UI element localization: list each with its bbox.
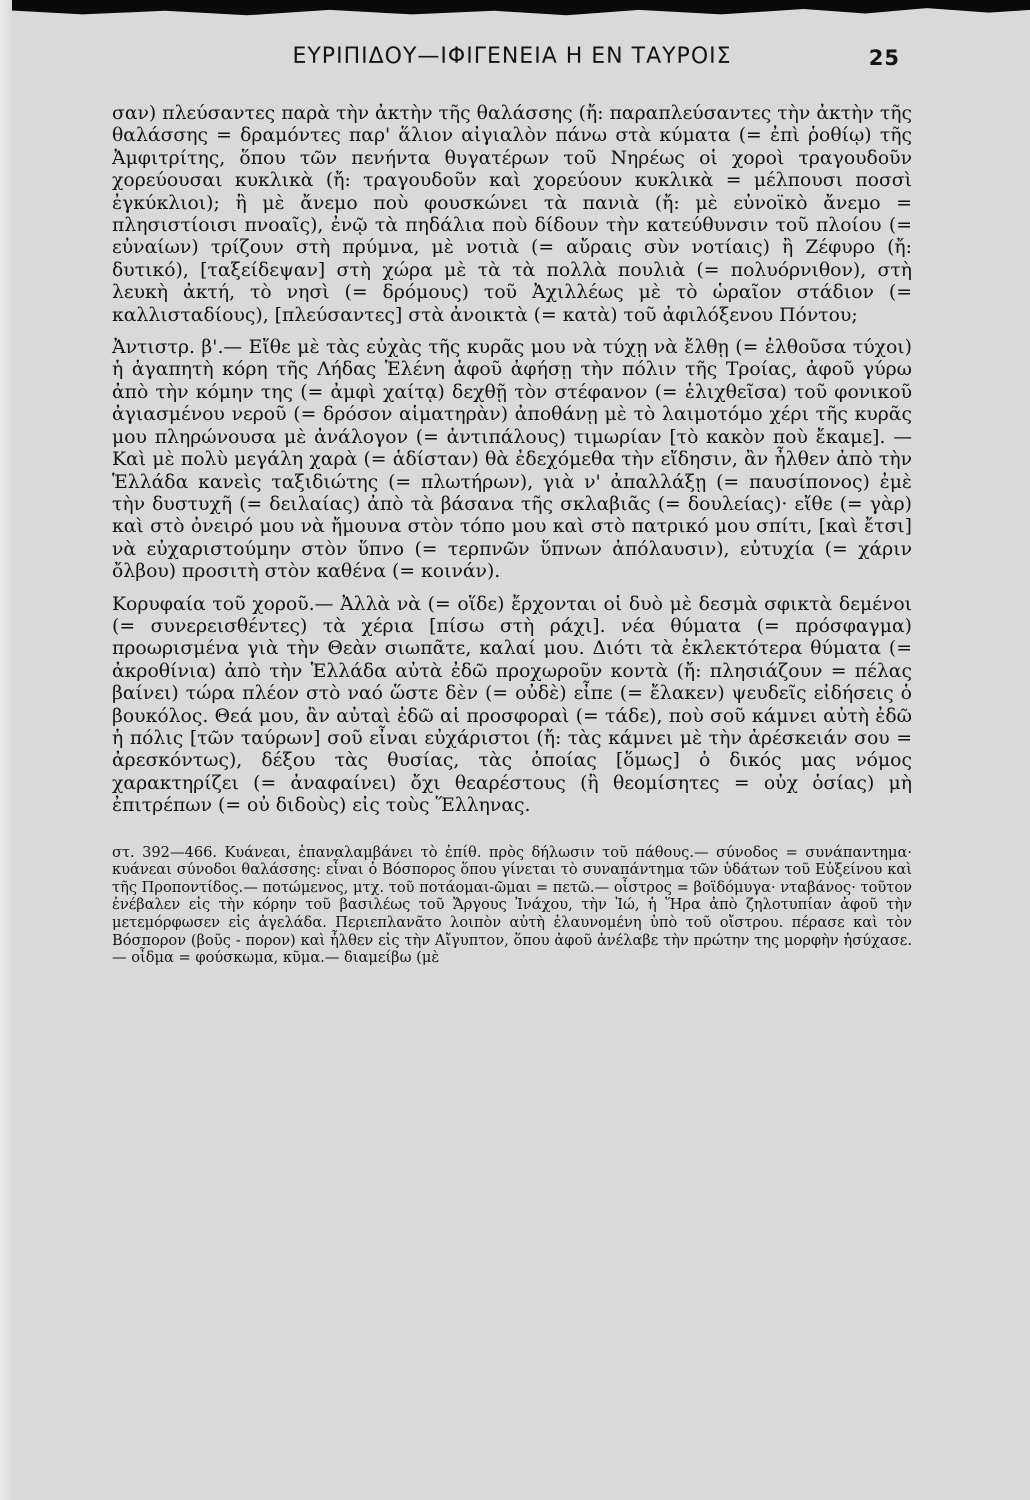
paragraph-gap (112, 584, 912, 594)
torn-top-edge (0, 0, 1030, 18)
book-page (112, 30, 912, 1470)
running-title: ΕΥΡΙΠΙΔΟΥ—ΙΦΙΓΕΝΕΙΑ Η ΕΝ ΤΑΥΡΟΙΣ (292, 44, 732, 69)
paragraph-2: Ἀντιστρ. β'.— Εἴθε μὲ τὰς εὐχὰς τῆς κυρᾶς μου νὰ τύχῃ νὰ ἔλθῃ (= ἐλθοῦσα τύχοι) ἡ ἀγαπητὴ κόρη τῆς Λήδας Ἑλένη ἀφοῦ ἀφήσῃ τὴν πόλιν τῆς Τροίας, ἀφοῦ γύρω ἀπὸ τὴν κόμην της (= ἀμφὶ χαίτᾳ) δεχθῇ τὸν στέφανον (= ἑλιχθεῖσα) τοῦ φονικοῦ ἀγιασμένου νεροῦ (= δρόσον αἱματηρὰν) ἀποθάνῃ μὲ τὸ λαιμοτόμο χέρι τῆς κυρᾶς μου πληρώνουσα μὲ ἀνάλογον (= ἀντιπάλους) τιμωρίαν [τὸ κακὸν ποὺ ἔκαμε]. — Καὶ μὲ πολὺ μεγάλη χαρὰ (= ἁδίσταν) θὰ ἐδεχόμεθα τὴν εἴδησιν, ἂν ἦλθεν ἀπὸ τὴν Ἑλλάδα κανεὶς ταξιδιώτης (= πλωτήρων), γιὰ ν' ἀπαλλάξῃ (= παυσίπονος) ἐμὲ τὴν δυστυχῆ (= δειλαίας) ἀπὸ τὰ βάσανα τῆς σκλαβιᾶς (= δουλείας)· εἴθε (= γὰρ) καὶ στὸ ὀνειρό μου νὰ ἤμουνα στὸν τόπο μου καὶ στὸ πατρικό μου σπίτι, [καὶ ἔτσι] νὰ εὐχαριστούμην στὸν ὕπνο (= τερπνῶν ὕπνων ἀπόλαυσιν), εὐτυχία (= χάριν ὄλβου) προσιτὴ στὸν καθένα (= κοινάν). (112, 337, 912, 583)
paragraph-gap (112, 327, 912, 337)
footnotes (112, 844, 912, 967)
footnote-text: στ. 392—466. Κυάνεαι, ἐπαναλαμβάνει τὸ ἐπίθ. πρὸς δήλωσιν τοῦ πάθους.— σύνοδος = συνάπαντημα· κυάνεαι σύνοδοι θαλάσσης: εἶναι ὁ Βόσπορος ὅπου γίνεται τὸ συναπάντημα τῶν ὑδάτων τοῦ Εὐξείνου καὶ τῆς Προποντίδος.— ποτώμενος, μτχ. τοῦ ποτάομαι-ῶμαι = πετῶ.— οἶστρος = βοϊδόμυγα· νταβάνος· τοῦτον ἐνέβαλεν εἰς τὴν κόρην τοῦ βασιλέως τοῦ Ἄργους Ἰνάχου, τὴν Ἰώ, ἡ Ἥρα ἀπὸ ζηλοτυπίαν ἀφοῦ τὴν μετεμόρφωσεν εἰς ἀγελάδα. Περιεπλανᾶτο λοιπὸν αὐτὴ ἐλαυνομένη ὑπὸ τοῦ οἴστρου. πέρασε καὶ τὸν Βόσπορον (βοῦς - πορον) καὶ ἦλθεν εἰς τὴν Αἴγυπτον, ὅπου ἀφοῦ ἀνέλαβε τὴν πρώτην της μορφὴν ἡσύχασε.— οἶδμα = φούσκωμα, κῦμα.— διαμείβω (μὲ (112, 843, 912, 967)
left-page-edge (0, 0, 12, 1500)
running-header (112, 30, 912, 94)
main-text (112, 103, 912, 818)
page-number: 25 (868, 46, 900, 70)
paragraph-1: σαν) πλεύσαντες παρὰ τὴν ἀκτὴν τῆς θαλάσσης (ἤ: παραπλεύσαντες τὴν ἀκτὴν τῆς θαλάσσης = δραμόντες παρ' ἅλιον αἰγιαλὸν πάνω στὰ κύματα (= ἐπὶ ῥοθίῳ) τῆς Ἀμφιτρίτης, ὅπου τῶν πενήντα θυγατέρων τοῦ Νηρέως οἱ χοροὶ τραγουδοῦν χορεύουσαι κυκλικὰ (ἤ: τραγουδοῦν καὶ χορεύουν κυκλικὰ = μέλπουσι ποσσὶ ἐγκύκλιοι); ἢ μὲ ἄνεμο ποὺ φουσκώνει τὰ πανιὰ (ἤ: μὲ εὐνοϊκὸ ἄνεμο = πλησιστίοισι πνοαῖς), ἐνῷ τὰ πηδάλια ποὺ δίδουν τὴν κατεύθυνσιν τοῦ πλοίου (= εὐναίων) τρίζουν στὴ πρύμνα, μὲ νοτιὰ (= αὔραις σὺν νοτίαις) ἢ Ζέφυρο (ἤ: δυτικό), [ταξείδεψαν] στὴ χώρα μὲ τὰ τὰ πολλὰ πουλιὰ (= πολυόρνιθον), στὴ λευκὴ ἀκτή, τὸ νησὶ (= δρόμους) τοῦ Ἀχιλλέως μὲ τὸ ὡραῖον στάδιον (= καλλισταδίους), [πλεύσαντες] στὰ ἀνοικτὰ (= κατὰ) τοῦ ἀφιλόξενου Πόντου; (112, 103, 912, 326)
paragraph-3: Κορυφαία τοῦ χοροῦ.— Ἀλλὰ νὰ (= οἵδε) ἔρχονται οἱ δυὸ μὲ δεσμὰ σφικτὰ δεμένοι (= συνερεισθέντες) τὰ χέρια [πίσω στὴ ράχι]. νέα θύματα (= πρόσφαγμα) προωρισμένα γιὰ τὴν Θεὰν σιωπᾶτε, καλαί μου. Διότι τὰ ἐκλεκτότερα θύματα (= ἀκροθίνια) ἀπὸ τὴν Ἑλλάδα αὐτὰ ἐδῶ προχωροῦν κοντὰ (ἤ: πλησιάζουν = πέλας βαίνει) τώρα πλέον στὸ ναό ὥστε δὲν (= οὐδὲ) εἶπε (= ἔλακεν) ψευδεῖς εἰδήσεις ὁ βουκόλος. Θεά μου, ἂν αὐταὶ ἐδῶ αἱ προσφοραὶ (= τάδε), ποὺ σοῦ κάμνει αὐτὴ ἐδῶ ἡ πόλις [τῶν ταύρων] σοῦ εἶναι εὐχάριστοι (ἤ: τὰς κάμνει μὲ τὴν ἀρέσκειάν σου = ἀρεσκόντως), δέξου τὰς θυσίας, τὰς ὁποίας [ὅμως] ὁ δικός μας νόμος χαρακτηρίζει (= ἀναφαίνει) ὄχι θεαρέστους (ἢ θεομίσητες = οὐχ ὁσίας) μὴ ἐπιτρέπων (= οὐ διδοὺς) εἰς τοὺς Ἕλληνας. (112, 593, 912, 817)
